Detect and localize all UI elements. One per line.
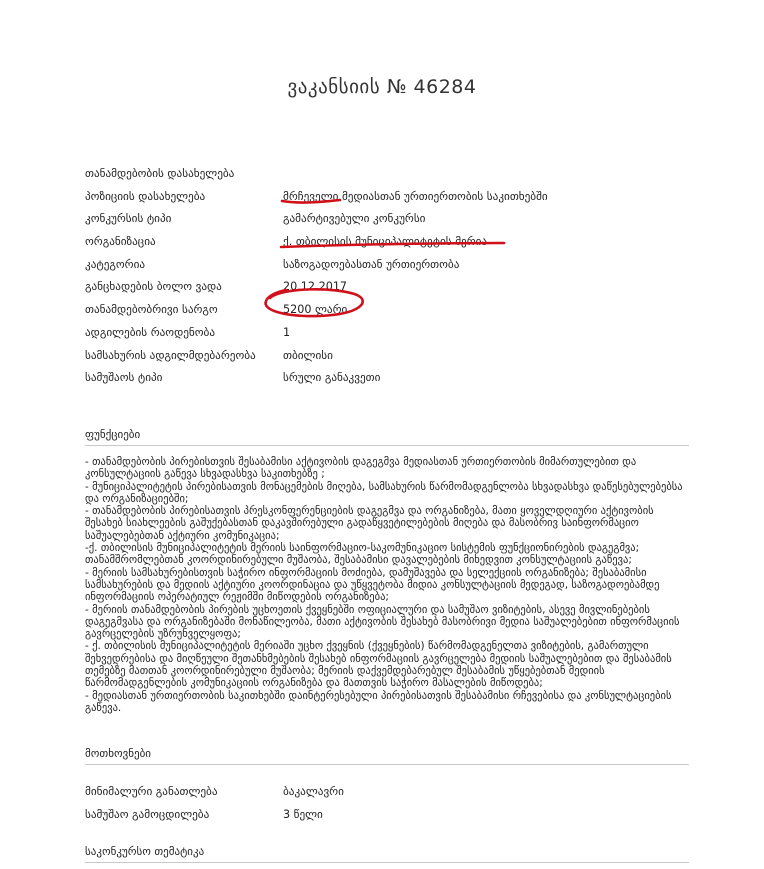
info-label: თანამდებობრივი სარგო (85, 303, 218, 317)
info-label: ადგილების რაოდენობა (85, 325, 216, 339)
functions-line: - მერიის თანამდებობის პირების უცხოეთის ქვეყნებში ოფიციალური და სამუშაო ვიზიტების, ასევე მივლინებების (85, 603, 650, 616)
functions-line: საშუალებებთან აქტიური კომუნიკაცია; (85, 529, 280, 542)
functions-line: - მედიასთან ურთიერთობის საკითხებში დაინტერესებული პირებისათვის შესაბამისი რჩევებისა და კონსულტაციების (85, 689, 672, 702)
info-label: სამსახურის ადგილმდებარეობა (85, 348, 256, 362)
page-title: ვაკანსიის № 46284 (287, 76, 477, 98)
requirement-label: მინიმალური განათლება (85, 785, 218, 798)
info-value: 20.12.2017 (283, 280, 348, 294)
info-label: სამუშაოს ტიპი (85, 371, 163, 385)
requirement-value: ბაკალავრი (283, 785, 344, 798)
functions-line: - თანამდებობის პირებისათვის პრესკონფერენციების დაგეგმვა და ორგანიზება, მათი ყოველდღიური აქტივობის (85, 505, 654, 518)
info-label: განცხადების ბოლო ვადა (85, 280, 222, 294)
functions-line: სამსახურების და მედიის აქტიური კოორდინაცია და უწყვეტობა მიდია კონსულტაციის მედეგად, საზოგადოებამდე (85, 578, 660, 591)
functions-line: - ქ. თბილისის მუნიციპალიტეტის მერიაში უცხო ქვეყნის (ქვეყნების) წარმომადგენელთა ვიზიტების, გამართული (85, 640, 649, 653)
info-value: სრული განაკვეთი (283, 371, 381, 385)
functions-line: დაგეგმვასა და ორგანიზებაში მონაწილეობა, მათი აქტივობის შესახებ მასობრივი მედია საშუალებებით ინფორმაციის (85, 615, 680, 628)
functions-line: თანამშრომლებთან კოორდინირებული მუშაობა, შესაბამისი დავალებების მიხედვით კონსულტაციის გაწევა; (85, 554, 632, 567)
info-label: კატეგორია (85, 257, 146, 271)
functions-line: წარმომადგენლების კომუნიკაციის ორგანიზება და მათთვის საჭირო მასალების მიწოდება; (85, 677, 543, 690)
info-value: 5200 ლარი (283, 303, 348, 317)
functions-line: კონსულტაციის გაწევა სხვადასხვა საკითხებზე ; (85, 468, 325, 481)
functions-line: ინფორმაციის ოპერატიულ რეჟიმში მიწოდების ორგანიზება; (85, 591, 389, 604)
info-label: ორგანიზაცია (85, 235, 156, 249)
topics-heading: საკონკურსო თემატიკა (85, 845, 689, 863)
info-value: 1 (283, 325, 291, 339)
requirements-heading: მოთხოვნები (85, 747, 689, 765)
circle-mark-salary (266, 289, 363, 316)
requirement-value: 3 წელი (283, 807, 323, 821)
requirement-label: სამუშაო გამოცდილება (85, 807, 210, 821)
functions-line: გავრცელების უზრუნველყოფა; (85, 628, 241, 641)
info-value: საზოგადოებასთან ურთიერთობა (283, 257, 460, 271)
info-label: პოზიციის დასახელება (85, 189, 206, 203)
functions-line: შეხვედრებისა და მიღწეული შეთანხმებების შესახებ ინფორმაციის გავრცელება მედიის საშუალებებით და შესაბამის (85, 652, 672, 665)
info-value: თბილისი (283, 348, 333, 362)
functions-line: - მერიის სამსახურებისთვის საჭირო ინფორმაციის მოძიება, დამუშავება და სელექციის ორგანიზება; შესაბამისი (85, 566, 647, 579)
info-label: კონკურსის ტიპი (85, 212, 172, 226)
functions-line: და ორგანიზაციებში; (85, 492, 189, 505)
functions-line: -ქ. თბილისის მუნიციპალიტეტის მერიის საინფორმაციო-საკომუნიკაციო სისტემის ფუნქციონირების დაგეგმვა; (85, 542, 640, 555)
info-value: ქ. თბილისის მუნიციპალიტეტის მერია (283, 235, 488, 249)
functions-line: გაწევა. (85, 701, 122, 714)
functions-heading: ფუნქციები (85, 428, 689, 446)
functions-line: - თანამდებობის პირებისთვის შესაბამისი აქტივობის დაგეგმვა მედიასთან ურთიერთობის მიმართულებით და (85, 456, 637, 468)
info-value: გამარტივებული კონკურსი (283, 212, 426, 226)
underline-mark-position (282, 200, 340, 203)
functions-line: შესახებ სიახლეების გაშუქებასთან დაკავშირებული გადაწყვეტილებების მიღება და მასობრივ საინფორმაციო (85, 517, 639, 530)
functions-line: თემებზე მათთან კოორდინირებული მუშაობა; მერიის დაქვემდებარებულ შესაბამის უწყებებთან მედიის (85, 665, 605, 678)
info-value: მრჩეველი მედიასთან ურთიერთობის საკითხებში (283, 189, 548, 203)
info-label: თანამდებობის დასახელება (85, 167, 235, 180)
underline-mark-organization (281, 243, 504, 247)
functions-line: - მუნიციპალიტეტის პირებისათვის მონაცემების მიღება, სამსახურის წარმომადგენლობა სხვადასხვა დაწესებულებებსა (85, 480, 683, 493)
